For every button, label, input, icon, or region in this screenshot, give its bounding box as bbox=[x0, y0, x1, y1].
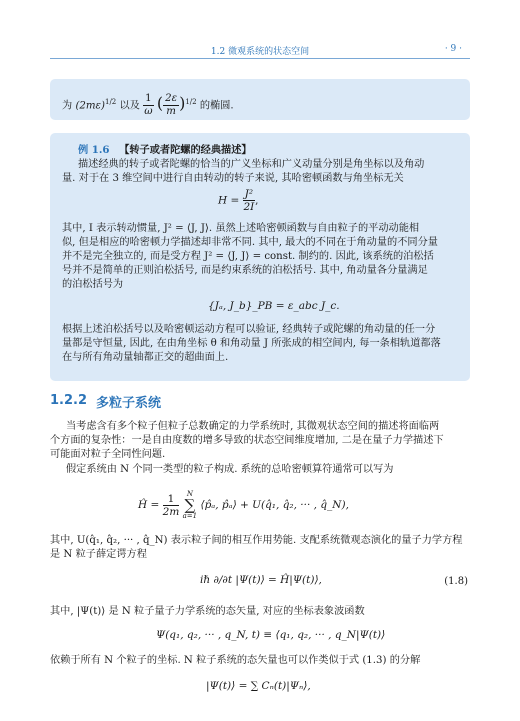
example-line-9: 量都是守恒量, 因此, 在由角坐标 θ 和角动量 J 所张成的相空间内, 每一条相轨道都落 bbox=[62, 338, 441, 349]
equation-n-particle-hamiltonian: Ĥ = $\frac{1}{2m}$ N ∑ a=1 ⟨p̂ₐ, p̂ₐ⟩ + U(q̂₁, q̂₂, ··· , q̂_N), bbox=[138, 490, 349, 520]
equation-state-decomposition: |Ψ(t)⟩ = ∑ Cₙ(t)|Ψₙ⟩, bbox=[206, 680, 311, 692]
example-line-8: 根据上述泊松括号以及哈密顿运动方程可以验证, 经典转子或陀螺的角动量的任一分 bbox=[62, 324, 436, 335]
equation-schrodinger: iℏ ∂/∂t |Ψ(t)⟩ = Ĥ|Ψ(t)⟩, bbox=[200, 574, 322, 586]
body-para3-line1: 其中, U(q̂₁, q̂₂, ··· , q̂_N) 表示粒子间的相互作用势能. 支配系统微观态演化的量子力学方程 bbox=[50, 535, 463, 546]
continued-example-text: 为 $(2m\varepsilon)^{1/2}$ 以及 $\frac{1}{\omega}$ ( $\frac{2\varepsilon}{m}$ )$^{1/2}$ 的椭圆. bbox=[62, 93, 234, 117]
frac-2e-over-m: $\frac{2\varepsilon}{m}$ bbox=[165, 93, 178, 117]
equation-hamiltonian-rotor: H = $\frac{\text{J²}}{2I}$ , bbox=[218, 188, 259, 213]
exp-half-2: 1/2 bbox=[185, 98, 197, 107]
frac-1-over-omega: $\frac{1}{\omega}$ bbox=[144, 93, 153, 117]
exp-half-1: 1/2 bbox=[105, 98, 117, 107]
example-title: 【转子或者陀螺的经典描述】 bbox=[119, 144, 252, 156]
text-mid: 以及 bbox=[119, 100, 140, 112]
body-para5-line1: 依赖于所有 N 个粒子的坐标. N 粒子系统的态矢量也可以作类似于式 (1.3) 的分解 bbox=[50, 655, 421, 666]
example-heading bbox=[78, 143, 252, 158]
summation: N ∑ a=1 bbox=[182, 490, 198, 520]
example-line-6: 号并不是简单的正则泊松括号, 而是约束系统的泊松括号. 其中, 角动量各分量满足 bbox=[62, 265, 428, 276]
body-para3-line2: 是 N 粒子薛定谔方程 bbox=[50, 549, 147, 560]
section-title: 多粒子系统 bbox=[96, 396, 162, 411]
example-line-10: 在与所有角动量轴都正交的超曲面上. bbox=[62, 352, 229, 363]
page-number: · 9 · bbox=[444, 44, 462, 54]
expr-2me: (2mε) bbox=[75, 100, 105, 112]
equation-number: (1.8) bbox=[444, 576, 468, 587]
header-rule bbox=[50, 58, 470, 59]
body-para2-line1: 假定系统由 N 个同一类型的粒子构成. 系统的总哈密顿算符通常可以写为 bbox=[66, 464, 394, 475]
equation-poisson-bracket: {Jₐ, J_b}_PB = ε_abc J_c. bbox=[208, 300, 340, 312]
example-line-3: 其中, I 表示转动惯量, J² = ⟨J, J⟩. 虽然上述哈密顿函数与自由粒子的平动动能相 bbox=[62, 223, 420, 234]
example-line-5: 并不是完全独立的, 而是受方程 J² = ⟨J, J⟩ = const. 制约的. 因此, 该系统的泊松括 bbox=[62, 251, 434, 262]
body-para1-line1: 当考虑含有多个粒子但粒子总数确定的力学系统时, 其微观状态空间的描述将面临两 bbox=[66, 421, 440, 432]
text-after: 的椭圆. bbox=[199, 100, 234, 112]
example-label: 例 1.6 bbox=[78, 144, 110, 156]
example-line-4: 似, 但是相应的哈密顿力学描述却非常不同. 其中, 最大的不同在于角动量的不同分量 bbox=[62, 237, 438, 248]
body-para1-line3: 可能面对粒子全同性问题. bbox=[50, 449, 166, 460]
section-number: 1.2.2 bbox=[50, 393, 88, 408]
body-para1-line2: 个方面的复杂性：一是自由度数的增多导致的状态空间维度增加, 二是在量子力学描述下 bbox=[50, 435, 444, 446]
example-line-7: 的泊松括号为 bbox=[62, 279, 124, 290]
text-before: 为 bbox=[62, 100, 73, 112]
equation-wavefunction: Ψ(q₁, q₂, ··· , q_N, t) ≡ ⟨q₁, q₂, ··· , q_N|Ψ(t)⟩ bbox=[156, 629, 386, 641]
example-line-2: 量. 对于在 3 维空间中进行自由转动的转子来说, 其哈密顿函数与角坐标无关 bbox=[62, 173, 404, 184]
running-header-title: 1.2 微观系统的状态空间 bbox=[210, 47, 310, 57]
body-para4-line1: 其中, |Ψ(t)⟩ 是 N 粒子量子力学系统的态矢量, 对应的坐标表象波函数 bbox=[50, 606, 365, 617]
example-line-1: 描述经典的转子或者陀螺的恰当的广义坐标和广义动量分别是角坐标以及角动 bbox=[78, 159, 425, 170]
